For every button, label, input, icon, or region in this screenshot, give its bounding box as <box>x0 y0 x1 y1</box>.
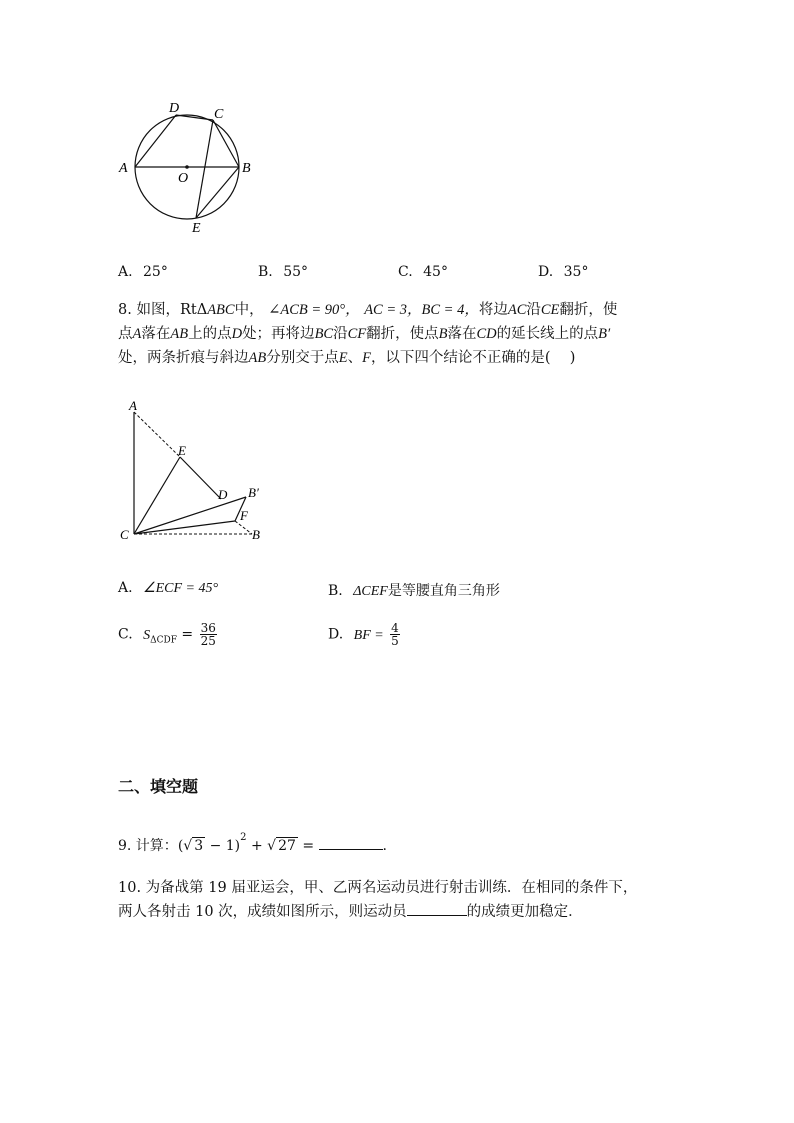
radical-3: 3 <box>194 838 204 854</box>
label-d: D <box>218 487 228 502</box>
q7-option-b[interactable]: B. 55° <box>258 264 309 280</box>
q9: 9. 计算：(√ 3 − 1)$^2$ + √ 27 = . <box>118 832 387 854</box>
chord-ad <box>135 115 176 167</box>
q8-option-d[interactable]: D. BF = $\frac{4}{5}$ <box>328 621 399 648</box>
chord-cb <box>213 120 239 167</box>
q8-option-b[interactable]: B. ΔCEF是等腰直角三角形 <box>328 583 500 599</box>
label-c: C <box>214 107 224 122</box>
label-f: F <box>240 508 248 523</box>
q8-option-a[interactable]: A. ∠ECF = 45° <box>118 580 219 596</box>
segment-ed <box>180 457 221 499</box>
fold-cf <box>134 521 235 534</box>
q10-answer-blank[interactable] <box>407 901 467 916</box>
fold-ce <box>134 457 180 534</box>
q8-line-1: 8. 如图，RtΔABC中， ∠ACB = 90°， AC = 3，BC = 4，将边AC沿CE翻折，使 <box>118 302 618 318</box>
label-b-prime: B′ <box>248 485 259 500</box>
label-c: C <box>120 527 129 542</box>
fraction-4-5: $\frac{4}{5}$ <box>391 621 399 648</box>
dashed-ae <box>134 412 180 457</box>
line-cb-prime <box>134 497 246 534</box>
chord-ce <box>196 120 213 218</box>
label-d: D <box>169 101 180 116</box>
section-title: 二、填空题 <box>118 777 199 796</box>
label-b: B <box>252 527 260 542</box>
q8-line-2: 点A落在AB上的点D处；再将边BC沿CF翻折，使点B落在CD的延长线上的点B′ <box>118 326 611 342</box>
q7-option-d[interactable]: D. 35° <box>538 264 589 280</box>
label-e: E <box>192 221 201 236</box>
q10-line-2: 两人各射击 10 次，成绩如图所示，则运动员 的成绩更加稳定． <box>118 900 698 924</box>
fraction-36-25: $\frac{36}{25}$ <box>200 621 216 648</box>
label-e: E <box>178 443 186 458</box>
label-b: B <box>242 161 251 176</box>
q8-line-3: 处，两条折痕与斜边AB分别交于点E、F，以下四个结论不正确的是( ) <box>118 350 576 366</box>
label-o: O <box>178 171 189 186</box>
area-s: S <box>143 627 151 643</box>
q7-option-a[interactable]: A. 25° <box>118 264 168 280</box>
q8-fold-figure <box>112 396 272 546</box>
label-a: A <box>129 398 137 413</box>
center-dot <box>185 165 189 169</box>
q7-option-c[interactable]: C. 45° <box>398 264 448 280</box>
q8-option-c[interactable]: C. $S_{\Delta CDF}$ = $\frac{36}{25}$ <box>118 621 216 648</box>
label-a: A <box>119 161 128 176</box>
q8-stem <box>118 298 678 370</box>
q9-answer-blank[interactable] <box>319 835 383 850</box>
radical-27: 27 <box>278 838 296 854</box>
q10 <box>118 876 698 924</box>
q10-line-1: 10. 为备战第 19 届亚运会，甲、乙两名运动员进行射击训练．在相同的条件下， <box>118 880 638 896</box>
q7-circle-figure <box>110 98 270 238</box>
